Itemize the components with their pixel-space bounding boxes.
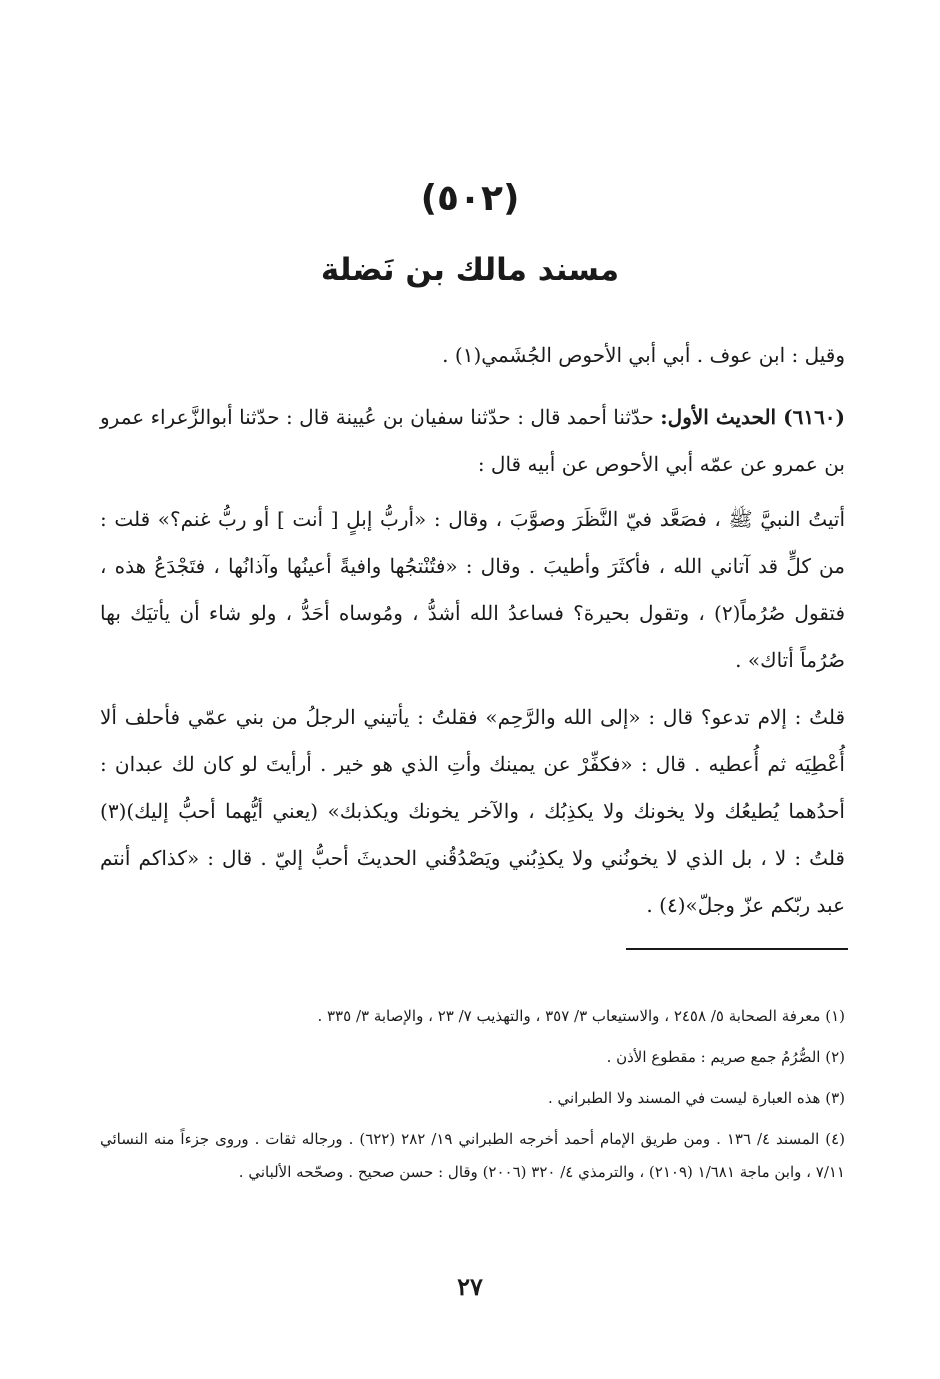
intro-text: وقيل : ابن عوف . أبي أبي الأحوص الجُشَمي(١) . <box>442 343 845 367</box>
intro-line <box>100 332 845 379</box>
hadith-paragraph <box>100 394 845 488</box>
footnote-divider <box>626 948 848 950</box>
footnote-4: (٤) المسند ٤/ ١٣٦ . ومن طريق الإمام أحمد أخرجه الطبراني ١٩/ ٢٨٢ (٦٢٢) . ورجاله ثقات . وروى جزءاً منه النسائي ٧/١١ ، وابن ماجة ١/٦٨١ (٢١٠٩) ، والترمذي ٤/ ٣٢٠ (٢٠٠٦) وقال : حسن صحيح . وصحّحه الألباني . <box>100 1130 845 1181</box>
footnote-1: (١) معرفة الصحابة ٥/ ٢٤٥٨ ، والاستيعاب ٣/ ٣٥٧ ، والتهذيب ٧/ ٢٣ ، والإصابة ٣/ ٣٣٥ . <box>317 1007 845 1025</box>
chapter-number: (٥٠٢) <box>420 178 520 219</box>
page-number: ٢٧ <box>457 1272 483 1301</box>
paragraph-text: أتيتُ النبيَّ ﷺ ، فصَعَّد فيّ النَّظَرَ وصوَّبَ ، وقال : «أربُّ إبلٍ [ أنت ] أو ربُّ غنم؟» قلت : من كلٍّ قد آتاني الله ، فأكثَرَ وأطيبَ . وقال : «فتُنْتجُها وافيةً أعينُها وآذانُها ، فتَجْدَعُ هذه ، فتقول صُرُماً(٢) ، وتقول بحيرة؟ فساعدُ الله أشدُّ ، ومُوساه أحَدُّ ، ولو شاء أن يأتيَك بها صُرُماً أتاك» . <box>100 507 846 672</box>
footnotes <box>100 1000 845 1197</box>
hadith-paragraph-1 <box>100 496 845 684</box>
hadith-number-label: (٦١٦٠) الحديث الأول: <box>660 405 846 429</box>
hadith-isnad-text: حدّثنا أحمد قال : حدّثنا سفيان بن عُيينة قال : حدّثنا أبوالزَّعراء عمرو بن عمرو عن عمّه أبي الأحوص عن أبيه قال : <box>100 405 845 476</box>
hadith-paragraph-2 <box>100 694 845 929</box>
footnote-3: (٣) هذه العبارة ليست في المسند ولا الطبراني . <box>547 1089 845 1107</box>
paragraph-text: قلتُ : إلام تدعو؟ قال : «إلى الله والرَّحِم» فقلتُ : يأتيني الرجلُ من بني عمّي فأحلف ألا أُعْطِيَه ثم أُعطيه . قال : «فكفِّرْ عن يمينك وأتِ الذي هو خير . أرأيتَ لو كان لك عبدان : أحدُهما يُطيعُك ولا يخونك ولا يكذِبُك ، والآخر يخونك ويكذبك» (يعني أيُّهما أحبُّ إليك)(٣) قلتُ : لا ، بل الذي لا يخونُني ولا يكذِبُني ويَصْدُقُني الحديثَ أحبُّ إليّ . قال : «كذاكم أنتم عبد ربّكم عزّ وجلّ»(٤) . <box>100 705 845 917</box>
footnote-2: (٢) الصُّرُمُ جمع صريم : مقطوع الأذن . <box>606 1048 845 1066</box>
chapter-title: مسند مالك بن نَضلة <box>320 252 620 288</box>
hadith-isnad <box>100 394 845 488</box>
